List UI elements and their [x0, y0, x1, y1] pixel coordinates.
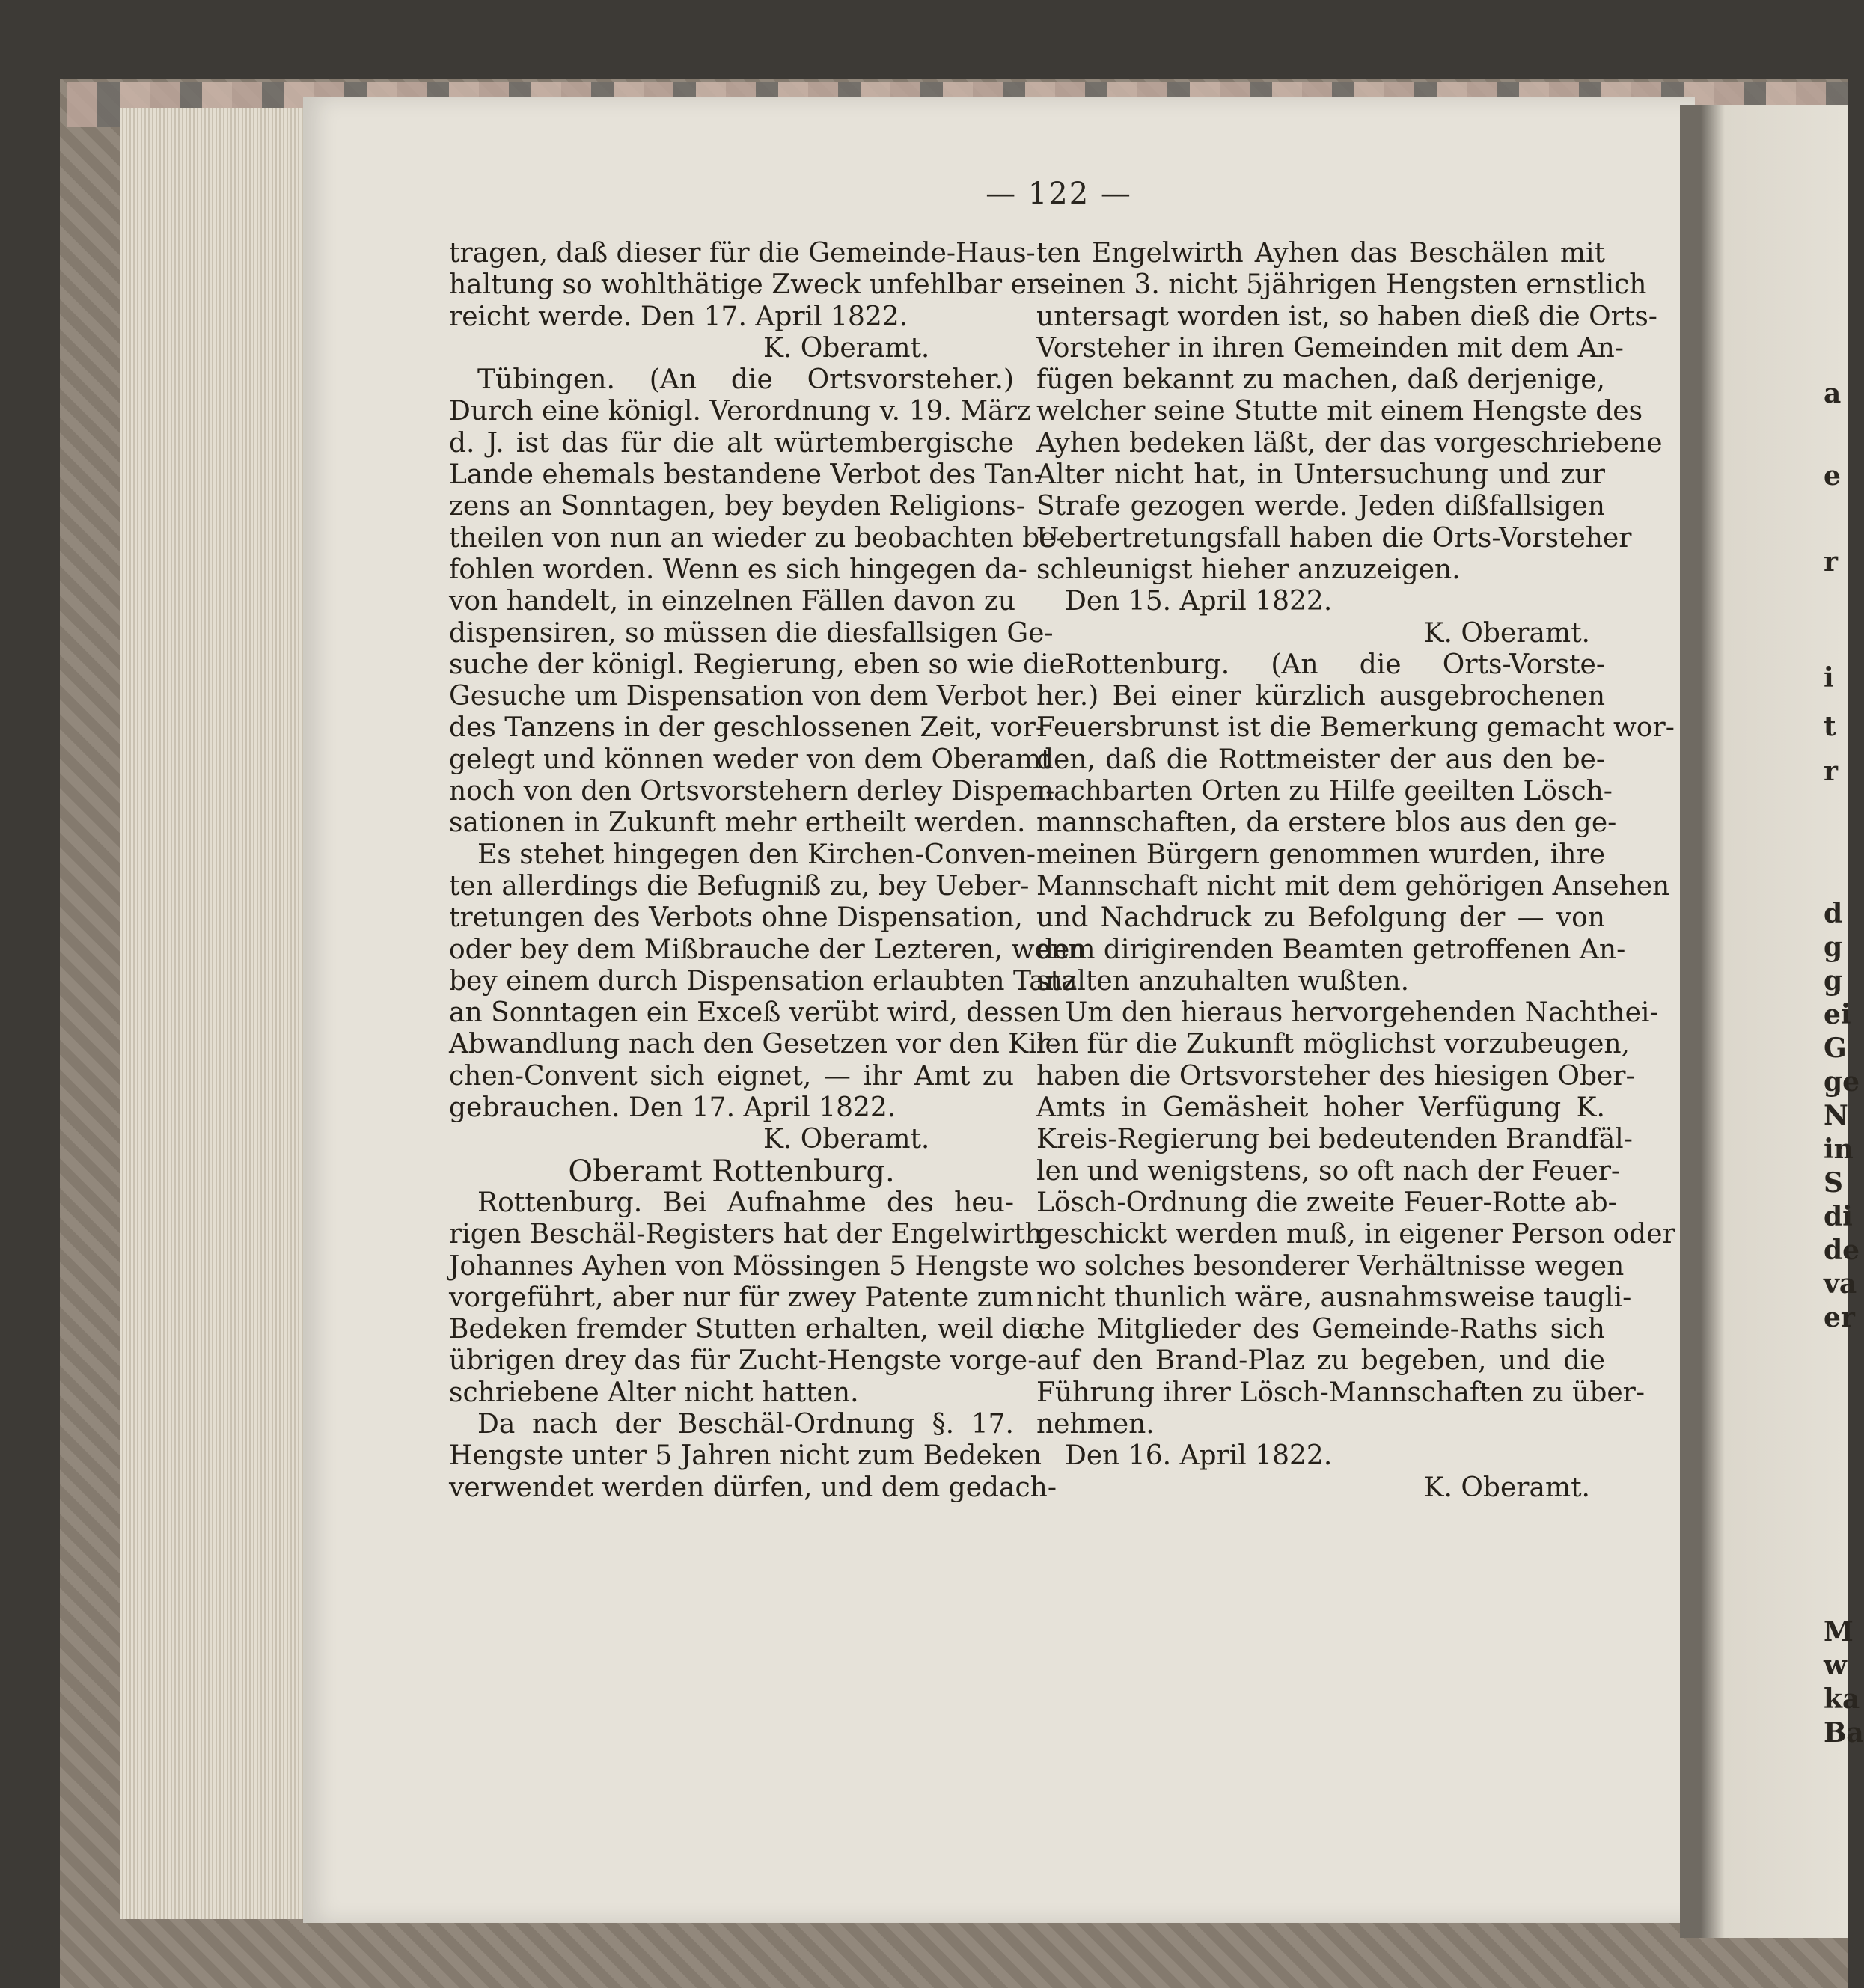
text-line: des Tanzens in der geschlossenen Zeit, vor- — [449, 712, 1045, 744]
text-line: dem dirigirenden Beamten getroffenen An- — [1036, 934, 1626, 965]
text-line: nehmen. — [1036, 1408, 1155, 1440]
text-line: Kreis-Regierung bei bedeutenden Brandfäl- — [1036, 1124, 1633, 1155]
next-page-fragment: t — [1824, 711, 1836, 742]
text-line: Den 15. April 1822. — [1065, 586, 1333, 617]
page-edges — [120, 108, 322, 1919]
text-line: meinen Bürgern genommen wurden, ihre — [1036, 839, 1605, 870]
text-line: vorgeführt, aber nur für zwey Patente zum — [449, 1282, 1034, 1313]
text-line: übrigen drey das für Zucht-Hengste vorge- — [449, 1345, 1037, 1377]
text-line: ten allerdings die Befugniß zu, bey Ueber- — [449, 870, 1030, 902]
text-line: Führung ihrer Lösch-Mannschaften zu über- — [1036, 1377, 1645, 1408]
text-line: Lösch-Ordnung die zweite Feuer-Rotte ab- — [1036, 1187, 1617, 1218]
text-line: bey einem durch Dispensation erlaubten Tanz — [449, 965, 1077, 997]
text-line: K. Oberamt. — [1423, 1472, 1590, 1503]
text-line: Um den hieraus hervorgehenden Nachthei- — [1065, 997, 1659, 1029]
text-line: her.) Bei einer kürzlich ausgebrochenen — [1036, 681, 1605, 712]
next-page-fragment: e — [1824, 460, 1841, 492]
text-line: Hengste unter 5 Jahren nicht zum Bedeken — [449, 1440, 1042, 1472]
text-line: welcher seine Stutte mit einem Hengste des — [1036, 396, 1643, 427]
text-line: schriebene Alter nicht hatten. — [449, 1377, 859, 1408]
next-page-fragment: S — [1824, 1167, 1843, 1199]
next-page-fragment: ge — [1824, 1066, 1860, 1098]
text-line: Ayhen bedeken läßt, der das vorgeschriebene — [1036, 427, 1663, 459]
next-page-fragment: d — [1824, 898, 1843, 929]
text-line: Alter nicht hat, in Untersuchung und zur — [1036, 459, 1605, 491]
next-page-fragment: er — [1824, 1302, 1855, 1333]
text-line: und Nachdruck zu Befolgung der — von — [1036, 902, 1605, 934]
text-line: Rottenburg. Bei Aufnahme des heu- — [477, 1187, 1014, 1218]
next-page-fragment: g — [1824, 932, 1843, 963]
text-line: nicht thunlich wäre, ausnahmsweise taugli- — [1036, 1282, 1632, 1313]
text-line: K. Oberamt. — [763, 332, 930, 364]
text-line: ten Engelwirth Ayhen das Beschälen mit — [1036, 238, 1605, 269]
text-line: che Mitglieder des Gemeinde-Raths sich — [1036, 1314, 1605, 1345]
right-text-column — [1036, 238, 1675, 1504]
text-line: tretungen des Verbots ohne Dispensation, — [449, 902, 1023, 934]
text-line: haben die Ortsvorsteher des hiesigen Ober- — [1036, 1060, 1635, 1092]
text-line: den, daß die Rottmeister der aus den be- — [1036, 744, 1605, 775]
text-line: dispensiren, so müssen die diesfallsigen Ge- — [449, 617, 1054, 649]
next-page-fragment: i — [1824, 662, 1834, 694]
next-page-fragment: Ba — [1824, 1717, 1864, 1749]
text-line: an Sonntagen ein Exceß verübt wird, dessen — [449, 997, 1060, 1029]
text-line: Vorsteher in ihren Gemeinden mit dem An- — [1036, 332, 1624, 364]
text-line: d. J. ist das für die alt würtembergische — [449, 427, 1014, 459]
text-line: schleunigst hieher anzuzeigen. — [1036, 554, 1461, 585]
text-line: suche der königl. Regierung, eben so wie die — [449, 649, 1065, 680]
text-line: mannschaften, da erstere blos aus den ge- — [1036, 807, 1617, 839]
text-line: tragen, daß dieser für die Gemeinde-Haus- — [449, 238, 1036, 269]
text-line: K. Oberamt. — [763, 1124, 930, 1155]
next-page-fragment: va — [1824, 1268, 1857, 1300]
text-line: wo solches besonderer Verhältnisse wegen — [1036, 1250, 1625, 1282]
text-line: fügen bekannt zu machen, daß derjenige, — [1036, 364, 1605, 396]
text-line: sationen in Zukunft mehr ertheilt werden. — [449, 807, 1026, 839]
text-line: Es stehet hingegen den Kirchen-Conven- — [477, 839, 1036, 870]
text-line: oder bey dem Mißbrauche der Lezteren, wenn — [449, 934, 1086, 965]
text-line: Rottenburg. (An die Orts-Vorste- — [1065, 649, 1605, 680]
next-page-fragment: N — [1824, 1100, 1848, 1131]
text-line: verwendet werden dürfen, und dem gedach- — [449, 1472, 1057, 1503]
text-line: untersagt worden ist, so haben dieß die Orts- — [1036, 301, 1657, 332]
next-page-fragment: ei — [1824, 999, 1851, 1030]
text-line: noch von den Ortsvorstehern derley Dispen- — [449, 776, 1055, 807]
text-line: seinen 3. nicht 5jährigen Hengsten ernstlich — [1036, 269, 1647, 301]
text-line: Durch eine königl. Verordnung v. 19. März — [449, 396, 1031, 427]
text-line: len und wenigstens, so oft nach der Feuer- — [1036, 1155, 1621, 1187]
text-line: Abwandlung nach den Gesetzen vor den Kir- — [449, 1029, 1059, 1060]
text-line: fohlen worden. Wenn es sich hingegen da- — [449, 554, 1027, 585]
next-page-fragment: G — [1824, 1033, 1847, 1064]
text-line: chen-Convent sich eignet, — ihr Amt zu — [449, 1060, 1014, 1092]
next-page-fragment: w — [1824, 1650, 1847, 1681]
text-line: Tübingen. (An die Ortsvorsteher.) — [477, 364, 1014, 396]
text-line: Mannschaft nicht mit dem gehörigen Ansehen — [1036, 870, 1670, 902]
text-line: Lande ehemals bestandene Verbot des Tan- — [449, 459, 1043, 491]
text-line: nachbarten Orten zu Hilfe geeilten Lösch- — [1036, 776, 1613, 807]
text-line: gebrauchen. Den 17. April 1822. — [449, 1092, 896, 1124]
text-line: Den 16. April 1822. — [1065, 1440, 1333, 1472]
next-page-fragment: r — [1824, 546, 1838, 578]
next-page-edge — [1680, 105, 1864, 1938]
next-page-fragment: r — [1824, 756, 1838, 787]
text-line: Da nach der Beschäl-Ordnung §. 17. — [477, 1408, 1014, 1440]
next-page-fragment: g — [1824, 965, 1843, 997]
text-line: zens an Sonntagen, bey beyden Religions- — [449, 491, 1025, 522]
text-line: len für die Zukunft möglichst vorzubeugen, — [1036, 1029, 1631, 1060]
next-page-fragment: M — [1824, 1616, 1854, 1648]
text-line: Oberamt Rottenburg. — [568, 1154, 895, 1189]
text-line: Bedeken fremder Stutten erhalten, weil die — [449, 1314, 1044, 1345]
next-page-fragment: ka — [1824, 1683, 1860, 1715]
text-line: reicht werde. Den 17. April 1822. — [449, 301, 908, 332]
text-line: von handelt, in einzelnen Fällen davon zu — [449, 586, 1016, 617]
text-line: geschickt werden muß, in eigener Person oder — [1036, 1219, 1675, 1250]
next-page-fragment: a — [1824, 378, 1842, 409]
text-line: rigen Beschäl-Registers hat der Engelwirth — [449, 1219, 1042, 1250]
text-line: K. Oberamt. — [1423, 617, 1590, 649]
text-line: Amts in Gemäsheit hoher Verfügung K. — [1036, 1092, 1605, 1124]
text-line: Feuersbrunst ist die Bemerkung gemacht wor- — [1036, 712, 1675, 744]
text-line: gelegt und können weder von dem Oberamt — [449, 744, 1052, 775]
next-page-fragment: de — [1824, 1235, 1860, 1266]
text-line: Uebertretungsfall haben die Orts-Vorsteher — [1036, 522, 1632, 554]
next-page-fragment: in — [1824, 1134, 1854, 1165]
text-line: auf den Brand-Plaz zu begeben, und die — [1036, 1345, 1605, 1377]
text-line: Johannes Ayhen von Mössingen 5 Hengste — [449, 1250, 1030, 1282]
text-line: theilen von nun an wieder zu beobachten be- — [449, 522, 1065, 554]
page-number: — 122 — — [986, 177, 1132, 211]
text-line: stalten anzuhalten wußten. — [1036, 965, 1410, 997]
next-page-fragment: di — [1824, 1201, 1853, 1232]
left-text-column — [449, 238, 1086, 1504]
text-line: haltung so wohlthätige Zweck unfehlbar er- — [449, 269, 1049, 301]
text-line: Strafe gezogen werde. Jeden dißfallsigen — [1036, 491, 1605, 522]
text-line: Gesuche um Dispensation von dem Verbot — [449, 681, 1027, 712]
